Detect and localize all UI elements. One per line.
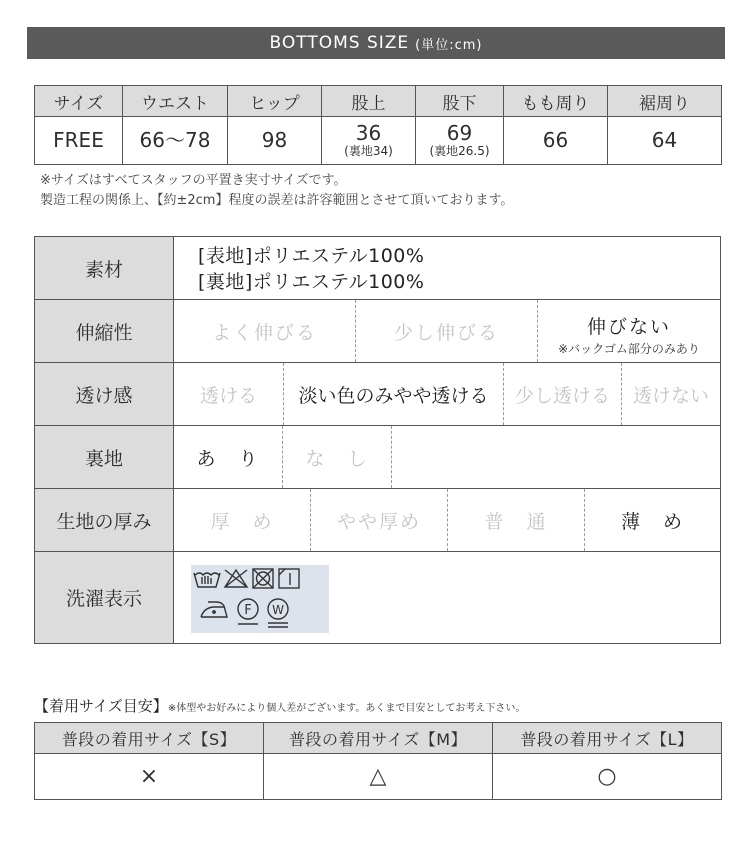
fit-header-row: [35, 723, 722, 754]
header-waist: ウエスト: [123, 86, 228, 117]
row-material: [35, 237, 720, 300]
thickness-option: やや厚め: [311, 489, 448, 551]
svg-text:W: W: [272, 603, 284, 617]
header-hip: ヒップ: [228, 86, 322, 117]
banner-unit: (単位:cm): [415, 37, 483, 53]
stretch-note: ※バックゴム部分のみあり: [558, 341, 700, 356]
row-stretch: [35, 300, 720, 363]
svg-text:F: F: [244, 603, 252, 618]
header-thigh: もも周り: [504, 86, 608, 117]
cell-thigh: 66: [504, 117, 608, 165]
size-table-header-row: [35, 86, 722, 117]
header-size: サイズ: [35, 86, 123, 117]
cell-inseam: [416, 117, 504, 165]
no-bleach-icon: [225, 570, 247, 587]
lining-empty: [392, 426, 720, 488]
size-notes: [40, 171, 513, 211]
cell-hem: 64: [608, 117, 722, 165]
fit-header-m: 普段の着用サイズ【M】: [264, 723, 493, 754]
fit-note: ※体型やお好みにより個人差がございます。あくまで目安としてお考え下さい。: [167, 703, 526, 714]
fit-title-text: 【着用サイズ目安】: [34, 697, 168, 715]
stretch-option-selected: 伸びない ※バックゴム部分のみあり: [558, 315, 700, 356]
cell-waist: 66〜78: [123, 117, 228, 165]
fit-table: [34, 722, 722, 800]
stretch-label: 伸縮性: [35, 300, 174, 362]
fit-title: [34, 695, 525, 716]
row-lining: [35, 426, 720, 489]
note-line: ※サイズはすべてスタッフの平置き実寸サイズです。: [40, 173, 347, 188]
inseam-sub: (裏地26.5): [429, 143, 490, 158]
lining-option-selected: あ り: [174, 426, 283, 488]
sheer-label: 透け感: [35, 363, 174, 425]
row-laundry: [35, 552, 720, 643]
cell-hip: 98: [228, 117, 322, 165]
fit-value-s: ×: [35, 754, 264, 800]
sheer-option: 透けない: [632, 384, 709, 407]
thickness-option: 厚 め: [174, 489, 311, 551]
inseam-value: 69: [446, 120, 473, 145]
row-sheer: [35, 363, 720, 426]
fit-header-s: 普段の着用サイズ【S】: [35, 723, 264, 754]
fabric-table: [34, 236, 721, 644]
dry-clean-f-icon: [238, 599, 258, 624]
wet-clean-w-icon: [268, 599, 288, 627]
stretch-option: 少し伸びる: [356, 300, 538, 362]
note-line: 製造工程の関係上、【約±2cm】程度の誤差は許容範囲とさせて頂いております。: [40, 193, 514, 208]
thickness-option-selected: 薄 め: [620, 510, 684, 533]
stretch-option: よく伸びる: [174, 300, 356, 362]
fit-header-l: 普段の着用サイズ【L】: [493, 723, 722, 754]
fit-value-row: [35, 754, 722, 800]
header-hem: 裾周り: [608, 86, 722, 117]
no-tumble-dry-icon: [253, 569, 273, 588]
size-banner: [27, 27, 725, 59]
material-label: 素材: [35, 237, 174, 299]
lining-option: な し: [283, 426, 392, 488]
laundry-symbols: [191, 565, 329, 633]
material-line: [裏地]ポリエステル100%: [198, 271, 425, 293]
fit-value-m: △: [264, 754, 493, 800]
material-line: [表地]ポリエステル100%: [198, 245, 425, 267]
sheer-option: 透ける: [174, 363, 284, 425]
line-dry-shade-icon: [279, 569, 299, 588]
rise-sub: (裏地34): [344, 143, 393, 158]
sheer-option: 少し透ける: [504, 363, 622, 425]
size-table: [34, 85, 722, 165]
banner-title: BOTTOMS SIZE: [269, 33, 410, 53]
laundry-label: 洗濯表示: [35, 552, 174, 643]
iron-low-icon: [201, 602, 227, 617]
rise-value: 36: [355, 120, 382, 145]
hand-wash-icon: [194, 573, 220, 587]
fit-value-l: ○: [493, 754, 722, 800]
cell-rise: [322, 117, 416, 165]
material-text: [174, 237, 424, 299]
header-rise: 股上: [322, 86, 416, 117]
row-thickness: [35, 489, 720, 552]
lining-label: 裏地: [35, 426, 174, 488]
sheer-option-selected: 淡い色のみやや透ける: [284, 363, 504, 425]
cell-size: FREE: [35, 117, 123, 165]
size-table-row: [35, 117, 722, 165]
thickness-label: 生地の厚み: [35, 489, 174, 551]
thickness-option: 普 通: [448, 489, 585, 551]
header-inseam: 股下: [416, 86, 504, 117]
